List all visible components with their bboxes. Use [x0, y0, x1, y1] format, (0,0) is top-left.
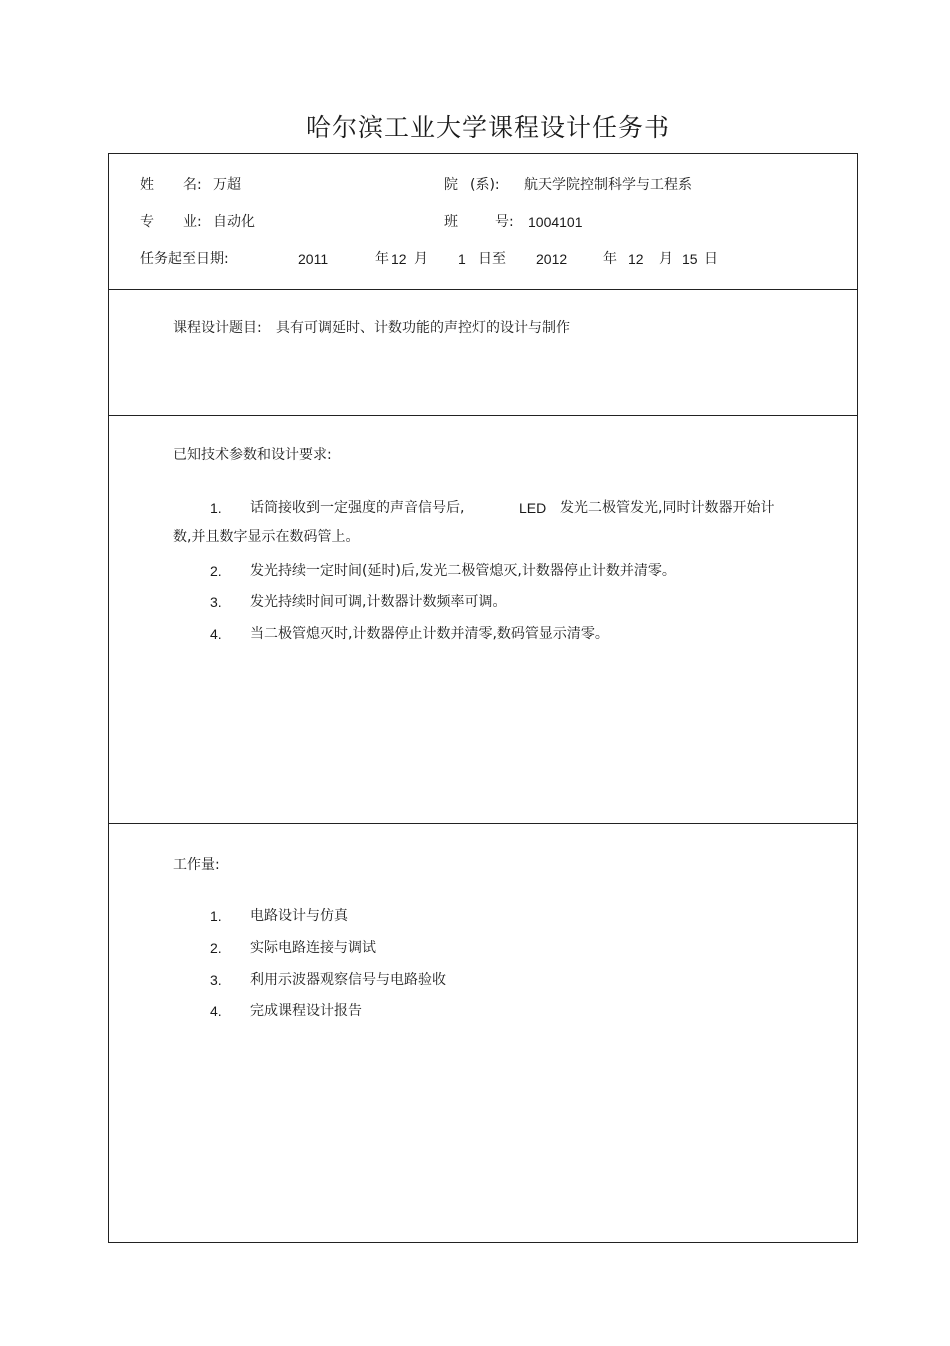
- name-label-1: 姓: [140, 177, 154, 193]
- list-item-number: 1.: [210, 500, 222, 516]
- nian-2: 年: [603, 251, 617, 267]
- list-item-number: 2.: [210, 940, 222, 956]
- list-item-number: 4.: [210, 1003, 222, 1019]
- ri-2: 日: [704, 251, 718, 267]
- list-item-text: 完成课程设计报告: [250, 1003, 362, 1019]
- class-label-1: 班: [444, 214, 458, 230]
- yue-2: 月: [659, 251, 673, 267]
- list-item-text: 发光持续时间可调,计数器计数频率可调。: [250, 594, 507, 610]
- list-item-text: 话筒接收到一定强度的声音信号后,: [250, 500, 465, 516]
- major-label-2: 业:: [183, 214, 202, 230]
- topic-value: 具有可调延时、计数功能的声控灯的设计与制作: [276, 320, 570, 336]
- name-value: 万超: [213, 177, 241, 193]
- start-month: 12: [391, 251, 407, 267]
- start-day: 1: [458, 251, 466, 267]
- end-day: 15: [682, 251, 698, 267]
- list-item-number: 2.: [210, 563, 222, 579]
- workload-heading: 工作量:: [173, 857, 220, 873]
- end-month: 12: [628, 251, 644, 267]
- period-label: 任务起至日期:: [140, 251, 229, 267]
- row-divider: [109, 415, 857, 416]
- list-item-text: 数,并且数字显示在数码管上。: [173, 529, 360, 545]
- dept-label-2: (系):: [470, 177, 500, 193]
- major-label-1: 专: [140, 214, 154, 230]
- list-item-number: 1.: [210, 908, 222, 924]
- requirements-heading: 已知技术参数和设计要求:: [173, 447, 332, 463]
- list-item-number: 4.: [210, 626, 222, 642]
- task-table: [108, 153, 858, 1243]
- list-item-text: 当二极管熄灭时,计数器停止计数并清零,数码管显示清零。: [250, 626, 609, 642]
- list-item-text: 发光二极管发光,同时计数器开始计: [560, 500, 775, 516]
- class-label-2: 号:: [495, 214, 514, 230]
- class-value: 1004101: [528, 214, 583, 230]
- list-item-number: 3.: [210, 972, 222, 988]
- list-item-number: 3.: [210, 594, 222, 610]
- list-item-text: 电路设计与仿真: [250, 908, 348, 924]
- list-item-text: 发光持续一定时间(延时)后,发光二极管熄灭,计数器停止计数并清零。: [250, 563, 676, 579]
- list-item-text: LED: [519, 500, 547, 516]
- row-divider: [109, 289, 857, 290]
- list-item-text: 实际电路连接与调试: [250, 940, 376, 956]
- major-value: 自动化: [213, 214, 255, 230]
- start-year: 2011: [298, 251, 329, 267]
- end-year: 2012: [536, 251, 568, 267]
- page-title: 哈尔滨工业大学课程设计任务书: [305, 113, 670, 142]
- dept-label-1: 院: [444, 177, 458, 193]
- nian-1: 年: [375, 251, 389, 267]
- list-item-text: 利用示波器观察信号与电路验收: [250, 972, 446, 988]
- ri-zhi: 日至: [478, 251, 506, 267]
- row-divider: [109, 823, 857, 824]
- topic-label: 课程设计题目:: [173, 320, 262, 336]
- name-label-2: 名:: [183, 177, 202, 193]
- yue-1: 月: [414, 251, 428, 267]
- dept-value: 航天学院控制科学与工程系: [524, 177, 692, 193]
